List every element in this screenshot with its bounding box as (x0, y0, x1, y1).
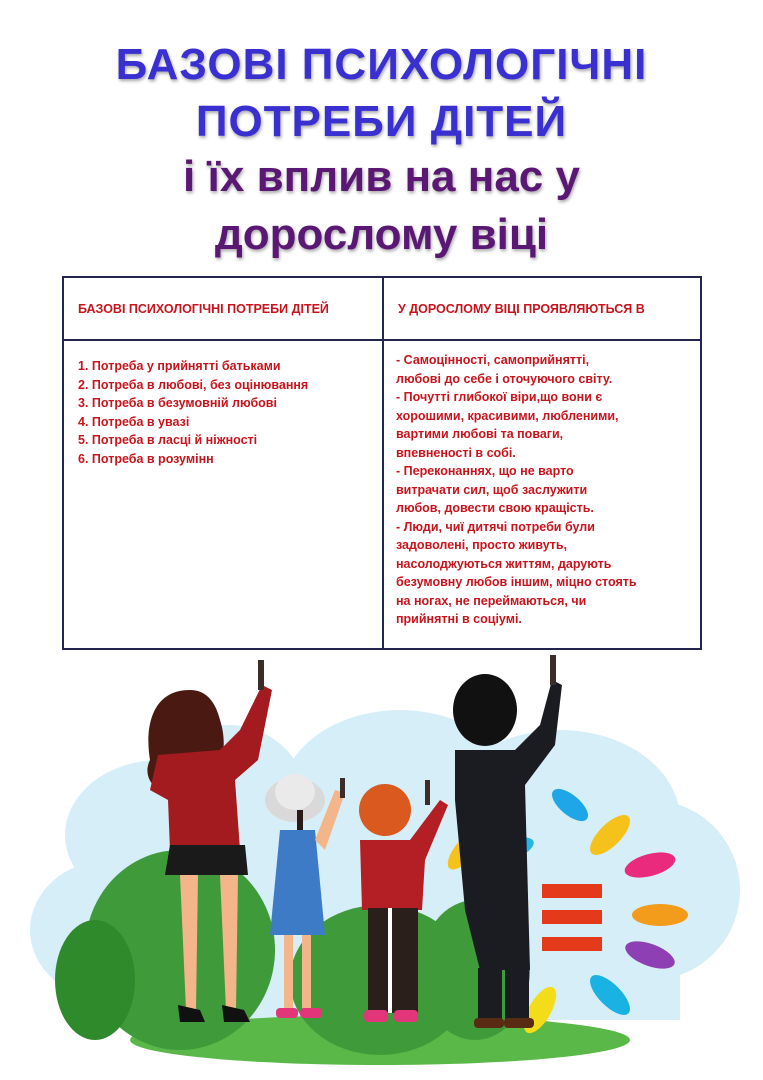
need-item: 2. Потреба в любові, без оцінювання (78, 377, 309, 392)
header-needs: БАЗОВІ ПСИХОЛОГІЧНІ ПОТРЕБИ ДІТЕЙ (78, 301, 329, 316)
title-line-2: ПОТРЕБИ ДІТЕЙ (195, 97, 568, 146)
header-divider (64, 339, 700, 341)
need-item: 6. Потреба в розумінн (78, 451, 214, 466)
need-item: 4. Потреба в увазі (78, 414, 190, 429)
family-drawing-illustration (0, 650, 763, 1080)
subtitle-line-1: і їх вплив на нас у (183, 152, 580, 201)
subtitle-line-2: дорослому віці (214, 210, 549, 259)
letter-e-shape (542, 884, 602, 951)
header-adult: У ДОРОСЛОМУ ВІЦІ ПРОЯВЛЯЮТЬСЯ В (398, 301, 645, 316)
need-item: 3. Потреба в безумовній любові (78, 396, 277, 410)
adult-manifestations-text: - Самоцінності, самоприйнятті, любові до себе і оточуючого світу. - Почутті глибокої віри,що вони є хорошими, красивими, любленими, вартими любові та поваги, впевненості в собі. - Переконаннях, що не варто витрачати сил, щоб заслужити любов, довести свою кращість. - Люди, чиї дитячі потреби були задоволені, просто живуть, насолоджуються життям, дарують безумовну любов іншим, міцно стоять на ногах, не переймаються, чи прийнятні в соціумі. (396, 353, 637, 626)
need-item: 1. Потреба у прийнятті батьками (78, 359, 281, 373)
column-divider (382, 278, 384, 648)
needs-table (62, 276, 702, 650)
needs-list (78, 357, 378, 468)
need-item: 5. Потреба в ласці й ніжності (78, 433, 258, 447)
title-line-1: БАЗОВІ ПСИХОЛОГІЧНІ (115, 40, 648, 89)
